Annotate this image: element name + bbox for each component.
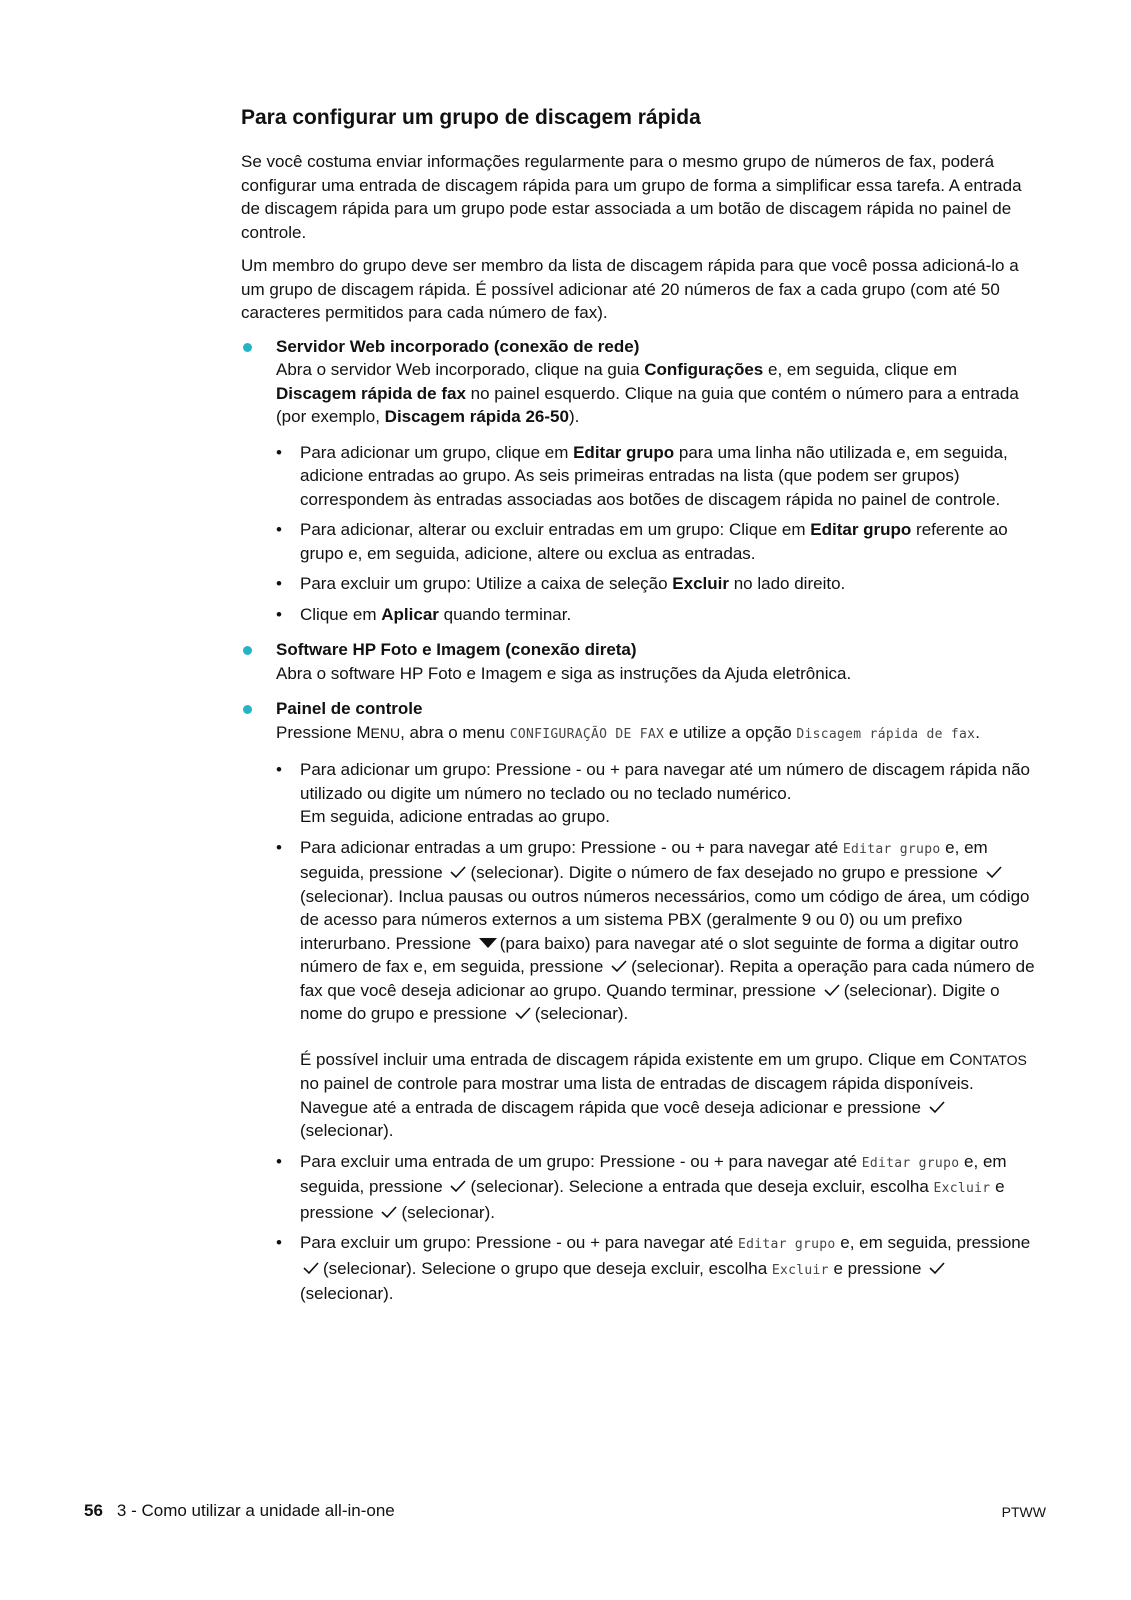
option-heading: Servidor Web incorporado (conexão de rede)	[276, 336, 640, 356]
display-text: Discagem rápida de fax	[796, 726, 976, 742]
locale-code: PTWW	[1001, 1504, 1046, 1520]
bullet-dot-icon	[243, 343, 252, 352]
list-item: • Para excluir um grupo: Pressione - ou + para navegar até Editar grupo e, em seguida, pressione (selecionar). Selecione o grupo que deseja excluir, escolha Excluir e pressione (selecionar).	[276, 1233, 1031, 1303]
bullet-icon: •	[276, 574, 282, 593]
bullet-icon: •	[276, 442, 282, 462]
checkmark-icon	[449, 865, 467, 879]
bullet-icon: •	[276, 1233, 282, 1252]
checkmark-icon	[823, 983, 841, 997]
option-web-server: Servidor Web incorporado (conexão de rede) Abra o servidor Web incorporado, clique na guia Configurações e, em seguida, clique em Discagem rápida de fax no painel esquerdo. Clique na guia que contém o número para a entrada (por exemplo, Discagem rápida 26-50).	[241, 335, 1041, 429]
display-text: CONFIGURAÇÃO DE FAX	[509, 726, 665, 742]
bullet-icon: •	[276, 837, 282, 857]
menu-key-label: MENU	[356, 722, 401, 742]
down-arrow-icon	[479, 938, 497, 948]
bullet-icon: •	[276, 520, 282, 539]
intro-paragraph: Se você costuma enviar informações regularmente para o mesmo grupo de números de fax, poderá configurar uma entrada de discagem rápida para um grupo de forma a simplificar essa tarefa. A entrada de discagem rápida para um grupo pode estar associada a um botão de discagem rápida no painel de controle.	[241, 152, 1022, 242]
display-text: Excluir	[933, 1181, 991, 1196]
bullet-icon: •	[276, 760, 282, 779]
list-item: • Para adicionar um grupo, clique em Editar grupo para uma linha não utilizada e, em seguida, adicione entradas ao grupo. As seis primeiras entradas na lista (que podem ser grupos) correspondem às entradas associadas aos botões de discagem rápida no painel de controle.	[276, 442, 1008, 509]
checkmark-icon	[514, 1006, 532, 1020]
option-hp-software: Software HP Foto e Imagem (conexão direta) Abra o software HP Foto e Imagem e siga as instruções da Ajuda eletrônica.	[241, 638, 1041, 685]
checkmark-icon	[449, 1179, 467, 1193]
checkmark-icon	[928, 1100, 946, 1114]
section-body	[241, 150, 1041, 1313]
list-item: • Para excluir um grupo: Utilize a caixa de seleção Excluir no lado direito.	[241, 572, 1041, 596]
option-heading: Software HP Foto e Imagem (conexão direta)	[276, 640, 637, 659]
list-item: • Para adicionar um grupo: Pressione - ou + para navegar até um número de discagem rápida não utilizado ou digite um número no teclado ou no teclado numérico. Em seguida, adicione entradas ao grupo.	[276, 760, 1031, 826]
contacts-key-label: CONTATOS	[949, 1049, 1027, 1069]
bullet-dot-icon	[243, 646, 252, 655]
checkmark-icon	[985, 865, 1003, 879]
ui-label: Discagem rápida de fax	[276, 383, 466, 403]
ui-label: Discagem rápida 26-50	[384, 407, 569, 426]
checkmark-icon	[610, 959, 628, 973]
bullet-dot-icon	[243, 705, 252, 714]
intro-paragraph: Um membro do grupo deve ser membro da lista de discagem rápida para que você possa adicioná-lo a um grupo de discagem rápida. É possível adicionar até 20 números de fax a cada grupo (com até 50 caracteres permitidos para cada número de fax).	[241, 256, 1019, 322]
display-text: Editar grupo	[861, 1155, 960, 1171]
bullet-icon: •	[276, 604, 282, 624]
list-item: • Para adicionar, alterar ou excluir entradas em um grupo: Clique em Editar grupo referente ao grupo e, em seguida, adicione, altere ou exclua as entradas.	[276, 520, 1008, 563]
ui-label: Configurações	[644, 360, 764, 379]
list-item: • Para adicionar entradas a um grupo: Pressione - ou + para navegar até Editar grupo e, em seguida, pressione (selecionar). Digite o número de fax desejado no grupo e pressione (selecionar). Inclua pausas ou outros números necessários, como um código de área, um código de acesso para números externos a um sistema PBX (geralmente 9 ou 0) ou um prefixo interurbano. Pressione (para baixo) para navegar até o slot seguinte de forma a digitar outro número de fax e, em seguida, pressione (selecionar). Repita a operação para cada número de fax que você deseja adicionar ao grupo. Quando terminar, pressione (selecionar). Digite o nome do grupo e pressione (selecionar). É possível incluir uma entrada de discagem rápida existente em um grupo. Clique em CONTATOS no painel de controle para mostrar uma lista de entradas de discagem rápida disponíveis. Navegue até a entrada de discagem rápida que você deseja adicionar e pressione (selecionar).	[276, 837, 1035, 1140]
option-control-panel: Painel de controle Pressione MENU, abra o menu CONFIGURAÇÃO DE FAX e utilize a opção Discagem rápida de fax.	[241, 697, 1041, 746]
chapter-title: 3 - Como utilizar a unidade all-in-one	[116, 1501, 395, 1520]
option-heading: Painel de controle	[276, 699, 423, 718]
display-text: Editar grupo	[842, 841, 941, 857]
checkmark-icon	[380, 1205, 398, 1219]
list-item: • Para excluir uma entrada de um grupo: Pressione - ou + para navegar até Editar grupo e, em seguida, pressione (selecionar). Selecione a entrada que deseja excluir, escolha Excluir e pressione (selecionar).	[276, 1151, 1007, 1222]
page-number: 56	[84, 1501, 103, 1520]
display-text: Excluir	[771, 1262, 829, 1278]
checkmark-icon	[928, 1261, 946, 1275]
display-text: Editar grupo	[738, 1237, 836, 1252]
checkmark-icon	[302, 1261, 320, 1275]
bullet-icon: •	[276, 1151, 282, 1171]
list-item: • Clique em Aplicar quando terminar.	[241, 603, 1041, 627]
section-title: Para configurar um grupo de discagem rápida	[241, 106, 701, 129]
page-footer	[84, 1501, 395, 1521]
